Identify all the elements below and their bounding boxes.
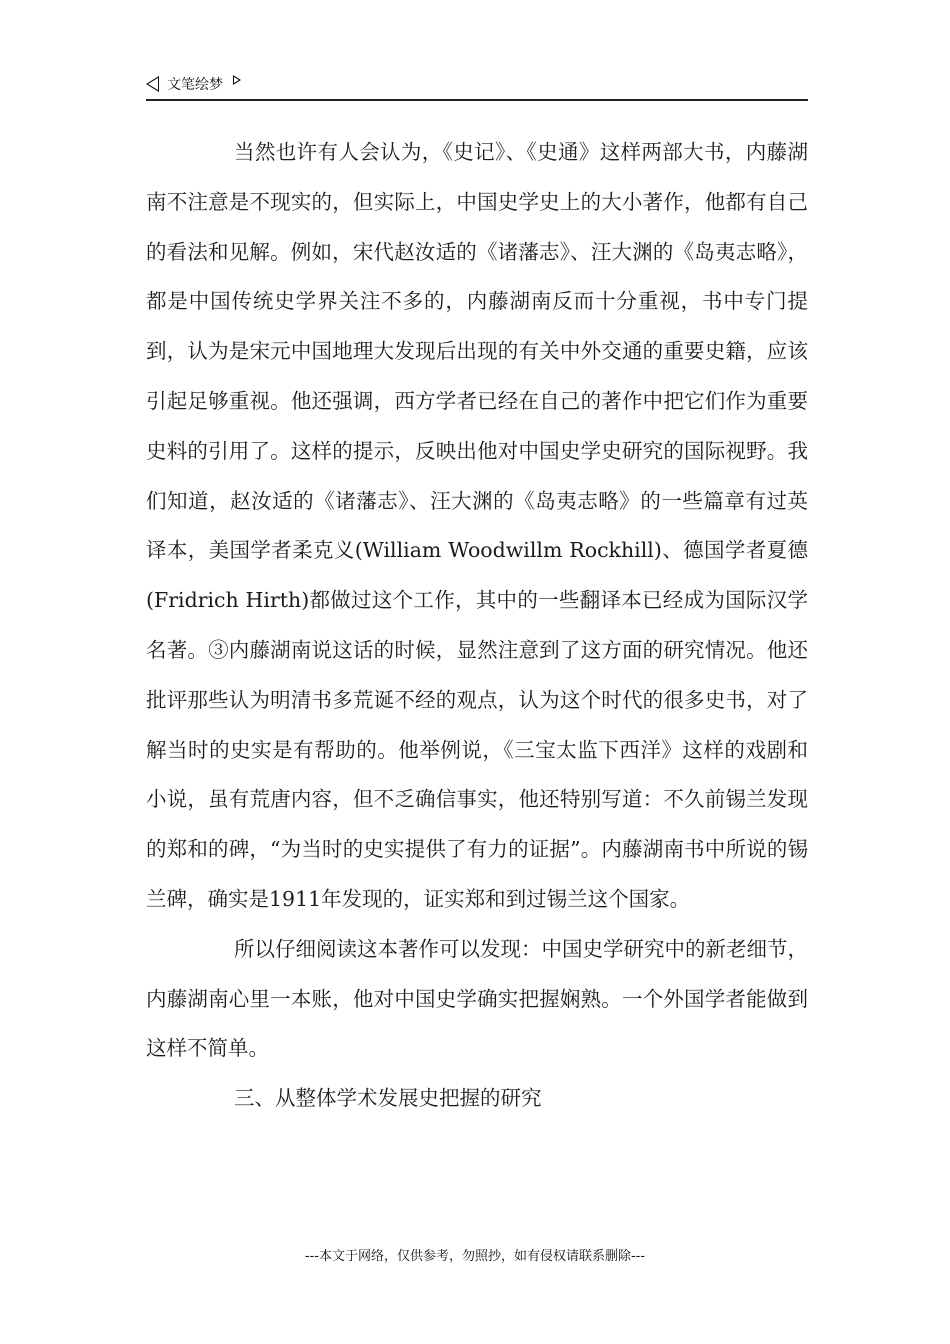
paragraph-1: 当然也许有人会认为，《史记》、《史通》这样两部大书，内藤湖南不注意是不现实的，但实际上，中国史学史上的大小著作，他都有自己的看法和见解。例如，宋代赵汝适的《诸藩志》、汪大渊的《岛夷志略》，都是中国传统史学界关注不多的，内藤湖南反而十分重视，书中专门提到，认为是宋元中国地理大发现后出现的有关中外交通的重要史籍，应该引起足够重视。他还强调，西方学者已经在自己的著作中把它们作为重要史料的引用了。这样的提示，反映出他对中国史学史研究的国际视野。我们知道，赵汝适的《诸藩志》、汪大渊的《岛夷志略》的一些篇章有过英译本，美国学者柔克义(William Woodwillm Rockhill)、德国学者夏德(Fridrich Hirth)都做过这个工作，其中的一些翻译本已经成为国际汉学名著。③内藤湖南说这话的时候，显然注意到了这方面的研究情况。他还批评那些认为明清书多荒诞不经的观点，认为这个时代的很多史书，对了解当时的史实是有帮助的。他举例说，《三宝太监下西洋》这样的戏剧和小说，虽有荒唐内容，但不乏确信事实，他还特别写道：不久前锡兰发现的郑和的碑，“为当时的史实提供了有力的证据”。内藤湖南书中所说的锡兰碑，确实是1911年发现的，证实郑和到过锡兰这个国家。	[146, 140, 808, 911]
triangle-right-icon	[233, 75, 241, 85]
section-heading: 三、从整体学术发展史把握的研究	[234, 1086, 542, 1111]
header-title: 文笔绘梦	[167, 77, 223, 93]
page-header	[146, 72, 808, 101]
footer-notice: ---本文于网络，仅供参考，勿照抄，如有侵权请联系删除---	[304, 1249, 646, 1264]
paragraph-2: 所以仔细阅读这本著作可以发现：中国史学研究中的新老细节，内藤湖南心里一本账，他对中国史学确实把握娴熟。一个外国学者能做到这样不简单。	[146, 936, 808, 1061]
triangle-left-icon	[146, 76, 159, 92]
document-body	[146, 128, 808, 1124]
